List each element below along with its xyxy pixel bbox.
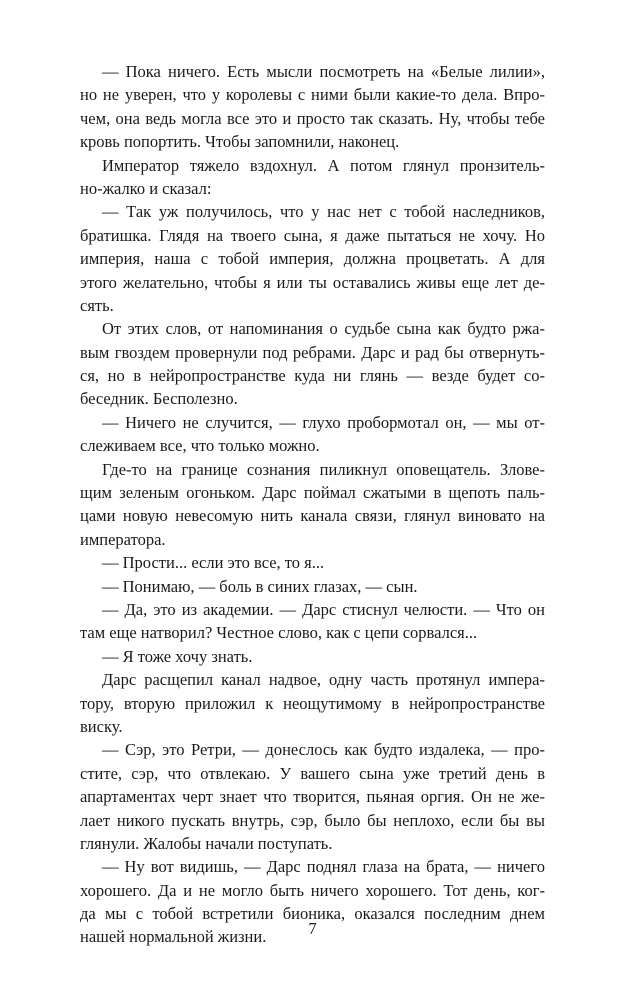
text-line: глянули. Жалобы начали поступать. [80,833,333,853]
text-line: слеживаем все, что только можно. [80,436,320,456]
paragraph [80,668,545,738]
text-line: тору, вторую приложил к неощутимому в нейропространстве [80,693,545,713]
text-line: да мы с тобой встретили бионика, оказался последним днем [80,904,545,924]
page-text [80,60,545,949]
text-line: цами новую невесомую нить канала связи, глянул виновато на [80,506,545,526]
text-line: беседник. Бесполезно. [80,389,238,409]
text-line: — Сэр, это Ретри, — донеслось как будто издалека, — про- [102,740,545,760]
text-line: — Понимаю, — боль в синих глазах, — сын. [102,576,418,596]
text-line: Дарс расщепил канал надвое, одну часть протянул импера- [102,670,545,690]
text-line: виску. [80,716,123,736]
paragraph [80,575,545,598]
text-line: императора. [80,529,166,549]
text-line: чем, она ведь могла все это и просто так сказать. Ну, чтобы тебе [80,108,545,128]
text-line: — Ну вот видишь, — Дарс поднял глаза на брата, — ничего [102,857,545,877]
text-line: но не уверен, что у королевы с ними были какие-то дела. Впро- [80,85,545,105]
text-line: щим зеленым огоньком. Дарс поймал сжатыми в щепоть паль- [80,483,545,503]
paragraph [80,551,545,574]
text-line: вым гвоздем провернули под ребрами. Дарс и рад бы отвернуть- [80,342,545,362]
paragraph [80,60,545,154]
text-line: там еще натворил? Честное слово, как с цепи сорвался... [80,623,478,643]
text-line: — Прости... если это все, то я... [102,553,325,573]
text-line: лает никого пускать внутрь, сэр, было бы неплохо, если бы вы [80,810,545,830]
paragraph [80,411,545,458]
text-line: этого желательно, чтобы я или ты оставались живы еще лет де- [80,272,545,292]
paragraph [80,200,545,317]
text-line: ся, но в нейропространстве куда ни глянь — везде будет со- [80,366,545,386]
paragraph [80,598,545,645]
paragraph [80,458,545,552]
text-line: — Так уж получилось, что у нас нет с тобой наследников, [102,202,545,222]
text-line: Император тяжело вздохнул. А потом глянул пронзитель- [102,155,545,175]
page-number: 7 [308,919,317,938]
text-line: хорошего. Да и не могло быть ничего хорошего. Тот день, ког- [80,880,545,900]
text-line: империя, наша с тобой империя, должна процветать. А для [80,249,545,269]
text-line: — Я тоже хочу знать. [102,646,253,666]
text-line: От этих слов, от напоминания о судьбе сына как будто ржа- [102,319,545,339]
text-line: апартаментах черт знает что творится, пьяная оргия. Он не же- [80,787,545,807]
paragraph [80,738,545,855]
text-line: кровь попортить. Чтобы запомнили, наконец. [80,132,400,152]
text-line: но-жалко и сказал: [80,178,212,198]
text-line: — Пока ничего. Есть мысли посмотреть на «Белые лилии», [102,62,545,81]
text-line: братишка. Глядя на твоего сына, я даже пытаться не хочу. Но [80,225,545,245]
text-line: стите, сэр, что отвлекаю. У вашего сына уже третий день в [80,763,545,783]
text-line: Где-то на границе сознания пиликнул оповещатель. Злове- [102,459,545,479]
paragraph [80,154,545,201]
text-line: сять. [80,295,114,315]
text-line: — Ничего не случится, — глухо пробормотал он, — мы от- [102,412,545,432]
text-line: нашей нормальной жизни. [80,927,267,947]
paragraph [80,317,545,411]
paragraph [80,645,545,668]
text-line: — Да, это из академии. — Дарс стиснул челюсти. — Что он [102,599,545,619]
